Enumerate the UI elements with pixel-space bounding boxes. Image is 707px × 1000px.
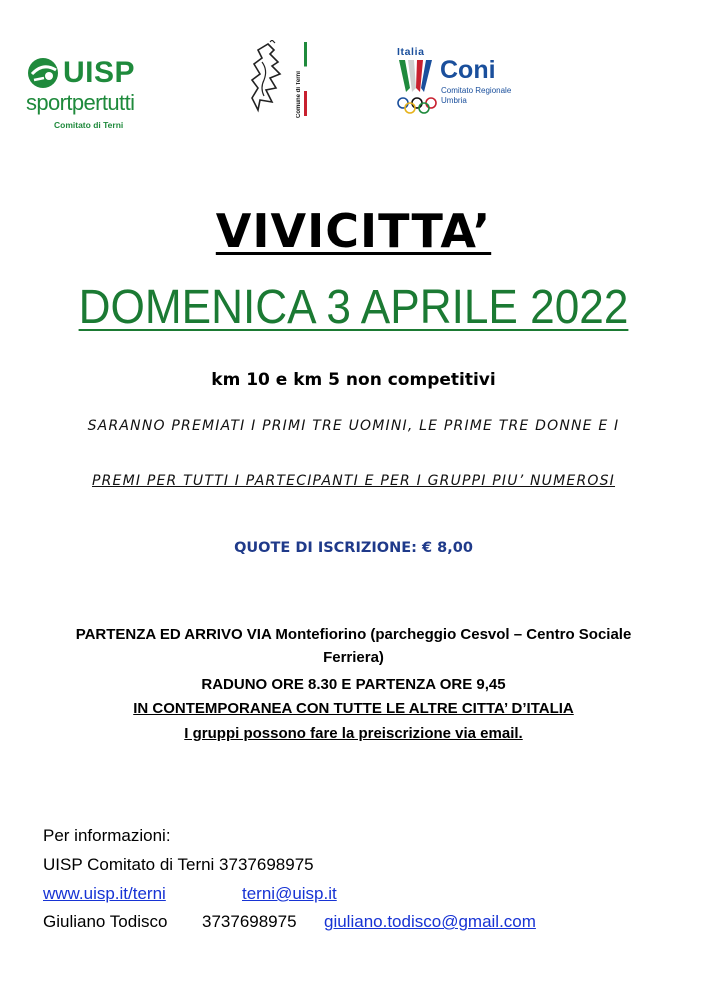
prizes-line-2: PREMI PER TUTTI I PARTECIPANTI E PER I GRUPPI PIU’ NUMEROSI (91, 473, 616, 489)
preregistration-note: I gruppi possono fare la preiscrizione via email. (184, 725, 523, 742)
start-location-line2: Ferriera) (323, 649, 384, 666)
uisp-committee: Comitato di Terni (54, 120, 124, 130)
terni-label: Comune di Terni (296, 71, 302, 118)
prizes-line-1: SARANNO PREMIATI I PRIMI TRE UOMINI, LE PRIME TRE DONNE E I (87, 418, 620, 434)
uisp-emblem-icon (26, 56, 62, 90)
coni-sub-line2: Umbria (441, 95, 467, 105)
coni-name: Coni (440, 56, 496, 84)
contact-person-email-link[interactable]: giuliano.todisco@gmail.com (324, 912, 536, 931)
website-link[interactable]: www.uisp.it/terni (43, 884, 166, 903)
schedule: RADUNO ORE 8.30 E PARTENZA ORE 9,45 (201, 676, 506, 693)
coni-sub-line1: Comitato Regionale (441, 86, 512, 95)
uisp-tagline: sportpertutti (26, 90, 135, 115)
registration-fee: QUOTE DI ISCRIZIONE: € 8,00 (234, 540, 473, 556)
coni-logo (396, 46, 526, 118)
dragon-crest-icon (246, 40, 292, 116)
uisp-logo (26, 54, 156, 134)
flag-stripe (304, 42, 307, 116)
uisp-name: UISP (63, 56, 136, 89)
start-location (40, 623, 667, 669)
contacts-heading: Per informazioni: (43, 826, 171, 845)
contact-person-phone: 3737698975 (202, 912, 297, 931)
contacts-org: UISP Comitato di Terni 3737698975 (43, 855, 314, 874)
tricolor-ribbon-icon (396, 58, 436, 98)
olympic-rings-icon (396, 96, 438, 114)
start-location-line1: PARTENZA ED ARRIVO VIA Montefiorino (parcheggio Cesvol – Centro Sociale (75, 626, 632, 643)
org-email-link[interactable]: terni@uisp.it (242, 884, 337, 903)
event-title: VIVICITTA’ (215, 204, 492, 258)
simultaneous-note: IN CONTEMPORANEA CON TUTTE LE ALTRE CITTA’ D’ITALIA (133, 700, 574, 717)
event-date: DOMENICA 3 APRILE 2022 (78, 281, 629, 334)
contact-person-name: Giuliano Todisco (43, 912, 168, 931)
coni-country: Italia (397, 46, 425, 58)
coni-subtitle (441, 86, 511, 105)
terni-logo (246, 40, 308, 118)
event-distances: km 10 e km 5 non competitivi (211, 370, 496, 390)
